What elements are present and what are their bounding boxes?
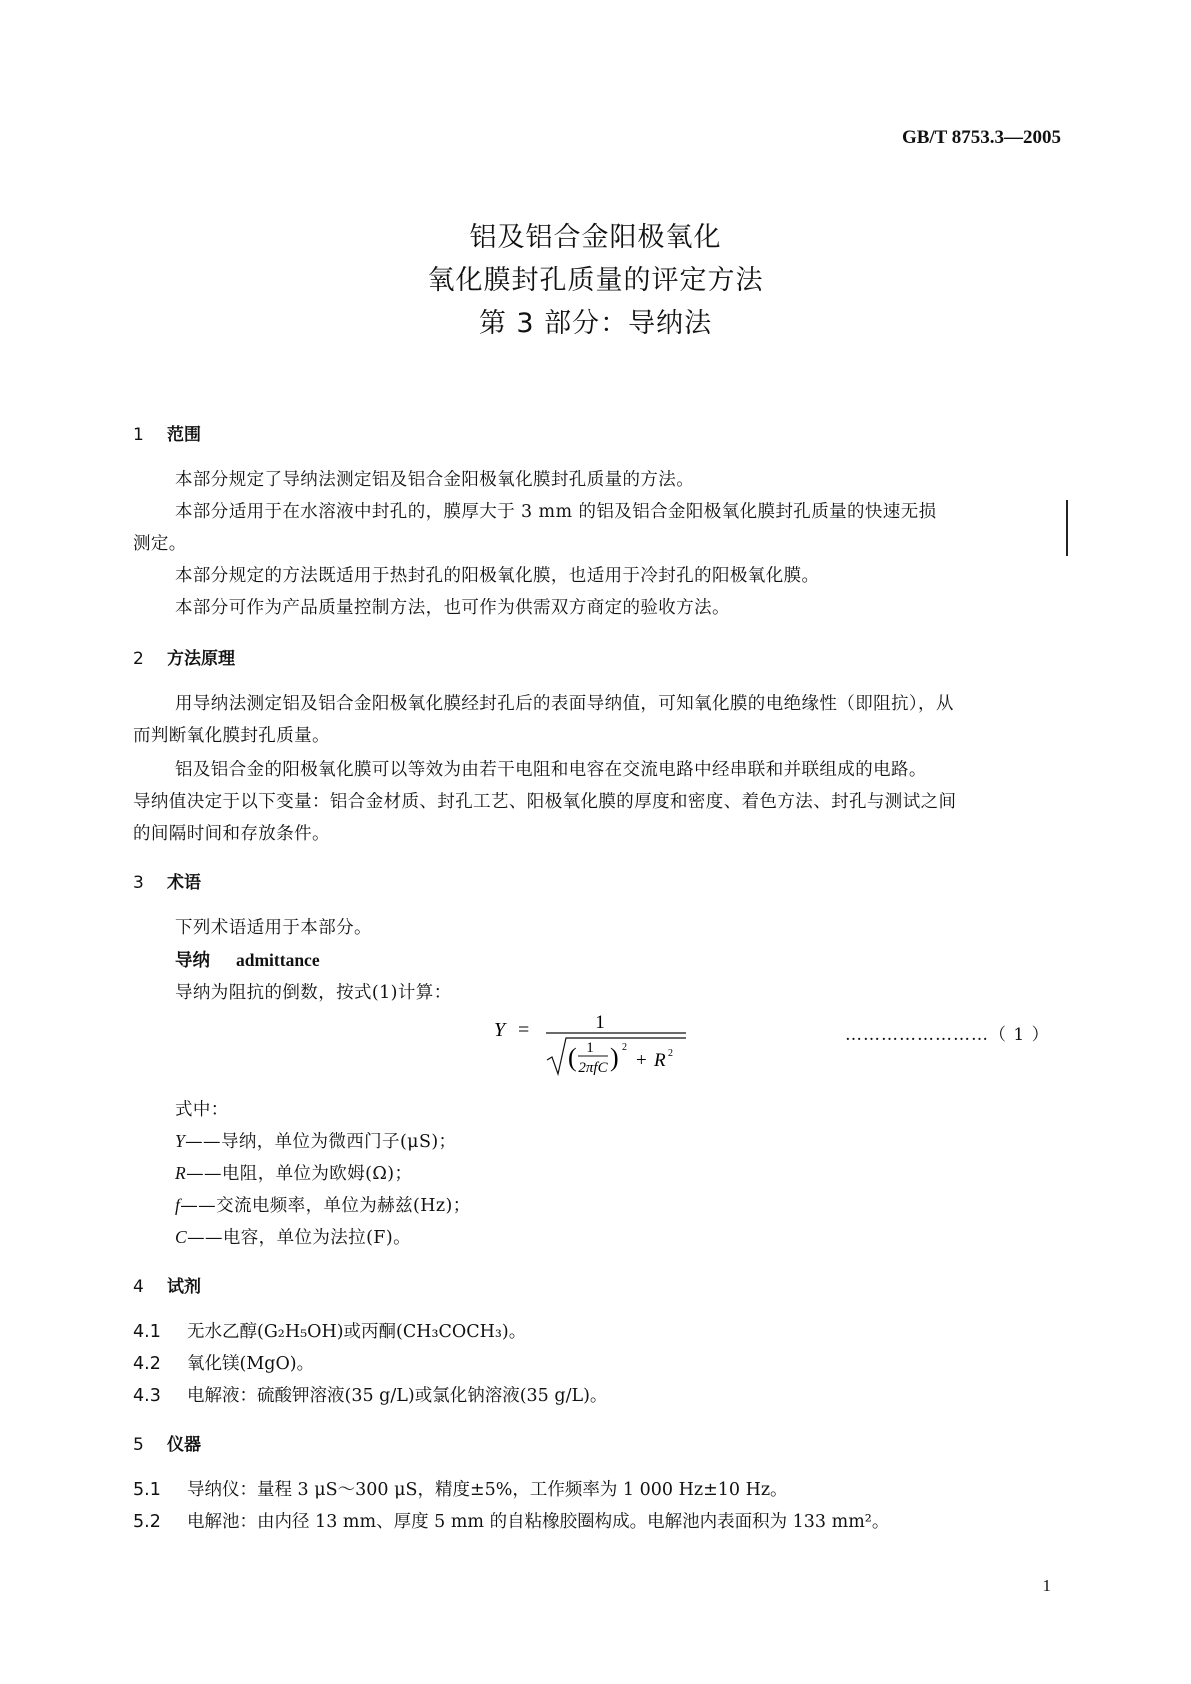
variable-description: ——导纳，单位为微西门子(μS)； <box>185 1132 457 1152</box>
paragraph: 下列术语适用于本部分。 <box>175 918 372 938</box>
change-bar <box>1066 500 1068 556</box>
section-2-heading <box>133 644 235 669</box>
section-number: 4 <box>133 1277 144 1297</box>
section-number: 1 <box>133 425 144 445</box>
variable-description: ——电阻，单位为欧姆(Ω)； <box>186 1164 413 1184</box>
section-5-heading <box>133 1430 201 1455</box>
variable-description: ——交流电频率，单位为赫兹(Hz)； <box>180 1196 471 1216</box>
where-label: 式中： <box>175 1100 229 1120</box>
subclause-number: 4.1 <box>133 1322 161 1342</box>
paragraph: 本部分适用于在水溶液中封孔的，膜厚大于 3 mm 的铝及铝合金阳极氧化膜封孔质量的快速无损 <box>175 502 937 522</box>
section-title: 方法原理 <box>167 649 235 669</box>
section-4-heading <box>133 1272 201 1297</box>
title-line-2: 氧化膜封孔质量的评定方法 <box>427 265 764 296</box>
subclause-number: 5.2 <box>133 1512 161 1532</box>
title-line-3: 第 3 部分：导纳法 <box>478 308 713 339</box>
standard-code: GB/T 8753.3—2005 <box>901 127 1061 148</box>
subclause <box>133 1318 526 1343</box>
subclause-text: 无水乙醇(G₂H₅OH)或丙酮(CH₃COCH₃)。 <box>187 1322 527 1342</box>
term-definition <box>175 947 320 972</box>
paragraph-continued: 的间隔时间和存放条件。 <box>133 824 330 844</box>
paragraph: 本部分可作为产品质量控制方法，也可作为供需双方商定的验收方法。 <box>175 598 730 618</box>
section-number: 5 <box>133 1435 144 1455</box>
variable-definition <box>175 1224 411 1249</box>
section-3-heading <box>133 868 201 893</box>
section-title: 试剂 <box>167 1277 201 1297</box>
paragraph-continued: 导纳值决定于以下变量：铝合金材质、封孔工艺、阳极氧化膜的厚度和密度、着色方法、封孔与测试之间 <box>133 792 957 812</box>
subclause-text: 氧化镁(MgO)。 <box>187 1354 315 1374</box>
formula-plus: + <box>636 1050 647 1071</box>
paragraph: 本部分规定了导纳法测定铝及铝合金阳极氧化膜封孔质量的方法。 <box>175 470 695 490</box>
section-1-heading <box>133 420 201 445</box>
formula-numerator: 1 <box>595 1012 605 1033</box>
subclause-number: 4.2 <box>133 1354 161 1374</box>
variable-definition <box>175 1160 412 1185</box>
formula-r: R <box>654 1050 666 1071</box>
section-title: 范围 <box>167 425 201 445</box>
subclause <box>133 1508 889 1533</box>
page-number: 1 <box>1042 1576 1051 1595</box>
title-line-1: 铝及铝合金阳极氧化 <box>469 222 722 253</box>
section-number: 3 <box>133 873 144 893</box>
formula-equals: = <box>518 1019 530 1041</box>
paragraph-continued: 而判断氧化膜封孔质量。 <box>133 726 330 746</box>
equation-number: ……………………（ 1 ） <box>845 1025 1050 1045</box>
paragraph-continued: 测定。 <box>133 534 187 554</box>
paragraph: 本部分规定的方法既适用于热封孔的阳极氧化膜，也适用于冷封孔的阳极氧化膜。 <box>175 566 820 586</box>
paragraph: 导纳为阻抗的倒数，按式(1)计算： <box>175 983 452 1003</box>
subclause-text: 电解液：硫酸钾溶液(35 g/L)或氯化钠溶液(35 g/L)。 <box>187 1386 608 1406</box>
formula-lhs: Y <box>494 1019 506 1041</box>
inner-denominator: 2πfC <box>578 1060 608 1076</box>
admittance-formula <box>490 1008 690 1080</box>
term-english: admittance <box>236 950 320 970</box>
section-title: 仪器 <box>167 1435 201 1455</box>
section-title: 术语 <box>167 873 201 893</box>
subclause <box>133 1382 607 1407</box>
subclause <box>133 1350 314 1375</box>
variable-symbol: C <box>175 1227 188 1247</box>
variable-symbol: R <box>175 1163 187 1183</box>
subclause-text: 导纳仪：量程 3 μS～300 μS，精度±5%，工作频率为 1 000 Hz±10 Hz。 <box>187 1480 788 1500</box>
variable-symbol: Y <box>175 1131 186 1151</box>
subclause-text: 电解池：由内径 13 mm、厚度 5 mm 的自粘橡胶圈构成。电解池内表面积为 133 mm²。 <box>187 1512 890 1532</box>
r-exponent: 2 <box>668 1048 673 1059</box>
subclause-number: 5.1 <box>133 1480 161 1500</box>
subclause <box>133 1476 788 1501</box>
subclause-number: 4.3 <box>133 1386 161 1406</box>
variable-definition <box>175 1192 471 1217</box>
variable-definition <box>175 1128 456 1153</box>
paragraph: 用导纳法测定铝及铝合金阳极氧化膜经封孔后的表面导纳值，可知氧化膜的电绝缘性（即阻抗），从 <box>175 694 954 714</box>
variable-symbol: f <box>175 1195 181 1215</box>
term-chinese: 导纳 <box>175 951 210 971</box>
paren-right: ) <box>610 1043 619 1072</box>
variable-description: ——电容，单位为法拉(F)。 <box>187 1228 411 1248</box>
paren-left: ( <box>568 1043 577 1072</box>
exponent: 2 <box>622 1042 627 1053</box>
inner-numerator: 1 <box>586 1040 594 1056</box>
section-number: 2 <box>133 649 144 669</box>
paragraph: 铝及铝合金的阳极氧化膜可以等效为由若干电阻和电容在交流电路中经串联和并联组成的电路。 <box>175 760 927 780</box>
